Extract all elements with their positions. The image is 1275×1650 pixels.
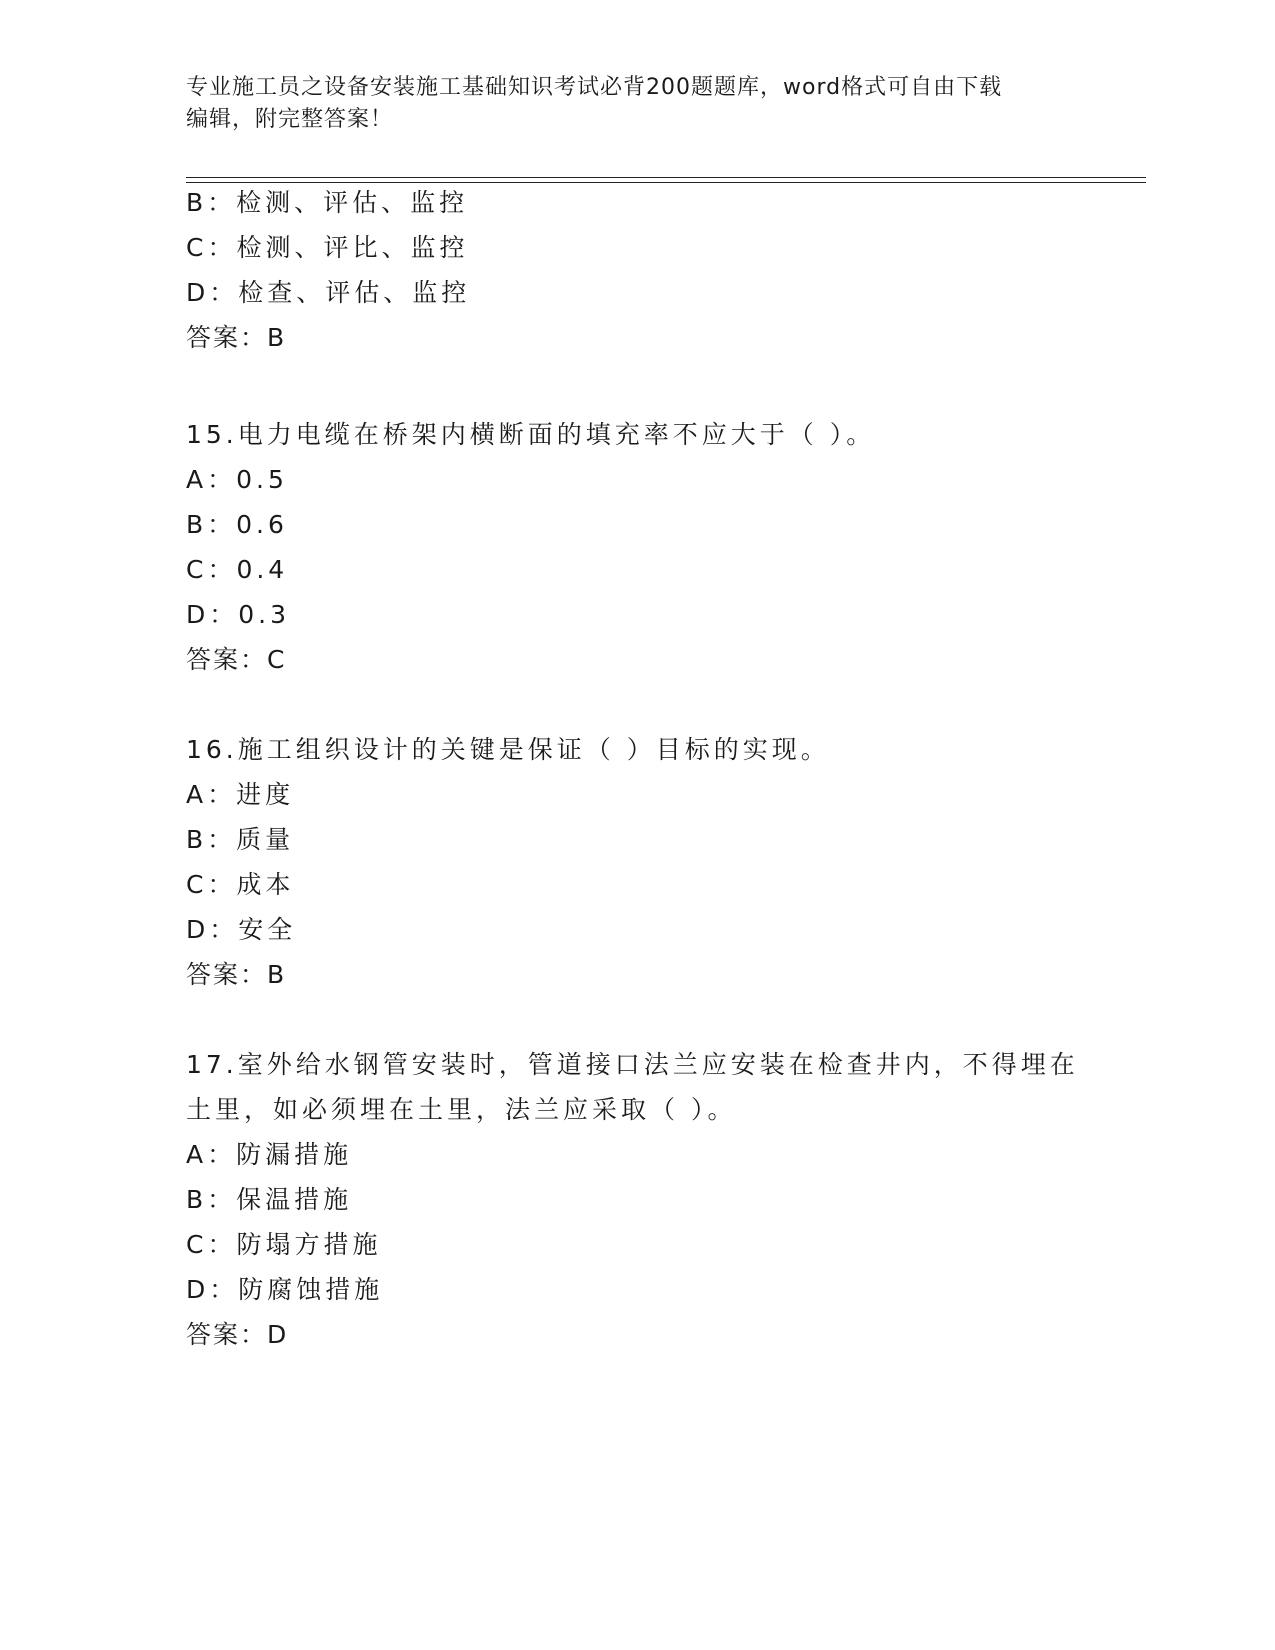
document-header [186,72,1086,136]
q16-option-c: C：成本 [186,870,295,899]
header-title-line-2: 编辑，附完整答案！ [186,107,394,132]
q17-stem-line-2: 土里，如必须埋在土里，法兰应采取（ ）。 [186,1095,737,1124]
q17-option-c: C：防塌方措施 [186,1230,382,1259]
q16-option-a: A：进度 [186,780,295,809]
q17-stem-line-1: 17.室外给水钢管安装时，管道接口法兰应安装在检查井内，不得埋在 [186,1050,1079,1079]
q17-answer: 答案：D [186,1320,289,1349]
q16-option-d: D：安全 [186,915,297,944]
q14-option-b: B：检测、评估、监控 [186,188,469,217]
header-title-line-1: 专业施工员之设备安装施工基础知识考试必背200题题库，word格式可自由下载 [186,75,1003,100]
q17-option-a: A：防漏措施 [186,1140,353,1169]
q14-option-c: C：检测、评比、监控 [186,233,469,262]
q16-stem: 16.施工组织设计的关键是保证（ ）目标的实现。 [186,735,830,764]
q14-answer: 答案：B [186,323,287,352]
q16-option-b: B：质量 [186,825,295,854]
q15-option-b: B：0.6 [186,510,288,539]
q15-option-c: C：0.4 [186,555,289,584]
q17-option-d: D：防腐蚀措施 [186,1275,384,1304]
q15-stem: 15.电力电缆在桥架内横断面的填充率不应大于（ ）。 [186,420,876,449]
q17-option-b: B：保温措施 [186,1185,353,1214]
q15-option-d: D：0.3 [186,600,291,629]
q14-option-d: D：检查、评估、监控 [186,278,471,307]
header-divider-top [186,177,1146,178]
q15-option-a: A：0.5 [186,465,288,494]
q16-answer: 答案：B [186,960,287,989]
q15-answer: 答案：C [186,645,287,674]
header-divider-bottom [186,182,1146,183]
